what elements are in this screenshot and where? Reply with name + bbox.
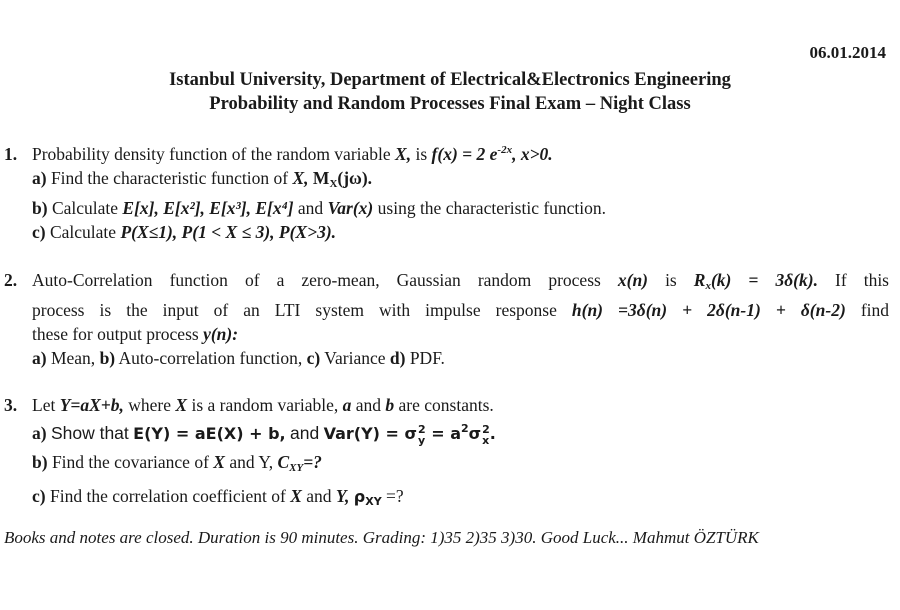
question-3-number: 3. <box>4 395 18 415</box>
question-1c: c) Calculate P(X≤1), P(1 < X ≤ 3), P(X>3). <box>32 222 337 242</box>
question-1 <box>4 142 889 244</box>
question-2-line-2: process is the input of an LTI system with impulse response h(n) =3δ(n) + 2δ(n-1) + δ(n-2) find <box>32 300 890 320</box>
question-3 <box>4 393 889 514</box>
characteristic-function: MX(jω). <box>312 168 373 190</box>
question-2 <box>4 268 889 370</box>
question-1-pdf: f(x) = 2 $e^{-2x}$ <box>431 144 513 164</box>
header-university-line: Istanbul University, Department of Electrical&Electronics Engineering <box>169 70 731 90</box>
question-1-stem: Probability density function of the random variable X, is f(x) = 2 $e^{-2x}$, x>0. <box>32 144 553 164</box>
question-2-line-1: Auto-Correlation function of a zero-mean, Gaussian random process x(n) is Rx(k) = 3δ(k). If this <box>32 270 889 292</box>
question-1-number: 1. <box>4 144 18 164</box>
question-1b: b) Calculate E[x], E[x²], E[x³], E[x⁴] and Var(x) using the characteristic function. <box>32 198 607 218</box>
exam-footer: Books and notes are closed. Duration is 90 minutes. Grading: 1)35 2)35 3)30. Good Luck... Mahmut ÖZTÜRK <box>4 528 759 547</box>
header-exam-title: Probability and Random Processes Final Exam – Night Class <box>209 94 691 114</box>
exam-date: 06.01.2014 <box>809 43 886 62</box>
question-2-line-3: these for output process y(n): <box>32 324 239 344</box>
question-1a: a) Find the characteristic function of X, MX(jω). <box>32 168 373 190</box>
question-2-number: 2. <box>4 270 18 290</box>
question-3a: a) Show that E(Y) = aE(X) + b, and Var(Y) = σ 2 y = $a^2\sigma$ 2 x . <box>32 422 496 447</box>
question-2-items: a) Mean, b) Auto-correlation function, c) Variance d) PDF. <box>32 348 445 368</box>
question-3-stem: Let Y=aX+b, where X is a random variable, a and b are constants. <box>32 395 494 415</box>
question-3c: c) Find the correlation coefficient of X and Y, ρXY =? <box>32 486 404 508</box>
exam-header <box>0 68 900 116</box>
question-3b: b) Find the covariance of X and Y, CXY=? <box>32 452 322 474</box>
variance-equation: Var(Y) = σ 2 y = $a^2\sigma$ 2 x . <box>323 422 496 447</box>
